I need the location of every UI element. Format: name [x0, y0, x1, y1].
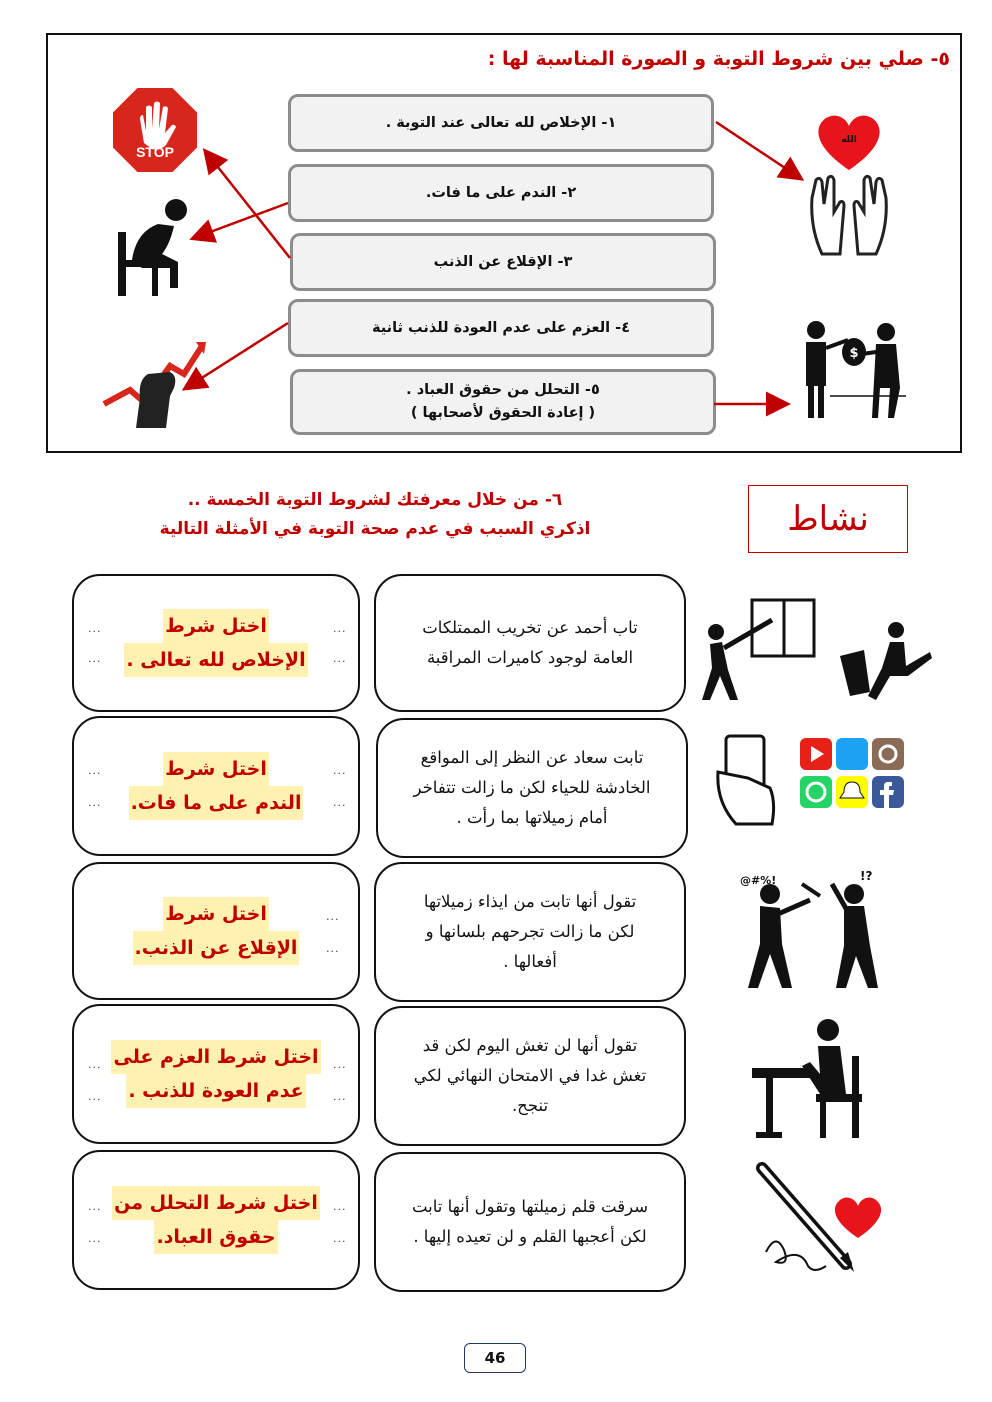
social-media-icon	[714, 732, 910, 830]
answer-line: اختل شرط العزم على	[111, 1040, 320, 1074]
returning-money-icon	[794, 318, 910, 420]
condition-text: ٣- الإقلاع عن الذنب	[433, 253, 573, 270]
answer-line: الإقلاع عن الذنب.	[133, 931, 300, 965]
section5-title: ٥- صلي بين شروط التوبة و الصورة المناسبة لها :	[487, 48, 950, 70]
dots: ...	[88, 1200, 102, 1213]
dots: ...	[333, 652, 347, 665]
example-line: تغش غدا في الامتحان النهائي لكي	[413, 1066, 647, 1085]
answer-line: اختل شرط	[163, 609, 269, 643]
dots: ...	[88, 622, 102, 635]
heart-hands-icon	[806, 108, 892, 256]
dots: ...	[333, 1200, 347, 1213]
answer-card-5[interactable]	[72, 1150, 360, 1290]
answer-line: اختل شرط التحلل من	[112, 1186, 320, 1220]
answer-line: الندم على ما فات.	[129, 786, 304, 820]
answer-line: اختل شرط	[163, 897, 269, 931]
stop-label: STOP	[136, 144, 174, 160]
dots: ...	[333, 1090, 347, 1103]
example-card-4	[374, 1006, 686, 1146]
dots: ...	[333, 622, 347, 635]
example-card-5	[374, 1152, 686, 1292]
stop-sign-icon	[110, 85, 200, 175]
example-line: سرقت قلم زميلتها وتقول أنها تابت	[411, 1197, 649, 1216]
example-line: أفعالها .	[503, 952, 557, 971]
dots: ...	[333, 1232, 347, 1245]
arrow-iqla-to-stop	[206, 152, 290, 258]
answer-card-3[interactable]	[72, 862, 360, 1000]
dots: ...	[88, 1058, 102, 1071]
condition-text: ٥- التحلل من حقوق العباد .	[406, 382, 600, 398]
money-label: $	[849, 346, 859, 361]
bullying-icon	[720, 864, 896, 994]
activity-title-line1: ٦- من خلال معرفتك لشروط التوبة الخمسة ..	[187, 490, 563, 510]
activity-badge: نشاط	[748, 485, 908, 553]
answer-line: حقوق العباد.	[154, 1220, 277, 1254]
exam-desk-icon	[748, 1014, 866, 1140]
example-card-3	[374, 862, 686, 1002]
dots: ...	[326, 910, 340, 923]
example-line: تاب أحمد عن تخريب الممتلكات	[422, 618, 638, 637]
example-line: أمام زميلاتها بما رأت .	[456, 808, 608, 827]
vandalism-icon	[700, 592, 934, 704]
example-line: لكن ما زالت تجرحهم بلسانها و	[425, 922, 635, 941]
example-line: العامة لوجود كاميرات المراقبة	[426, 648, 634, 667]
example-card-1	[374, 574, 686, 712]
page-number: 46	[464, 1343, 526, 1373]
dots: ...	[333, 1058, 347, 1071]
example-line: الخادشة للحياء لكن ما زالت تتفاخر	[413, 778, 651, 797]
dots: ...	[88, 652, 102, 665]
example-line: تنجح.	[511, 1096, 549, 1115]
dots: ...	[88, 1232, 102, 1245]
condition-text-sub: ( إعادة الحقوق لأصحابها )	[410, 405, 596, 421]
answer-line: عدم العودة للذنب .	[126, 1074, 305, 1108]
svg-text:!?: !?	[860, 869, 873, 883]
dots: ...	[88, 1090, 102, 1103]
example-line: لكن أعجبها القلم و لن تعيده إليها .	[413, 1227, 647, 1246]
activity-title	[140, 486, 610, 544]
arrow-nadam-to-regret	[194, 203, 288, 238]
arrow-ikhlas-to-heart	[716, 122, 800, 178]
example-card-2	[376, 718, 688, 858]
answer-card-4[interactable]	[72, 1004, 360, 1144]
dots: ...	[88, 764, 102, 777]
answer-line: الإخلاص لله تعالى .	[124, 643, 307, 677]
dots: ...	[88, 796, 102, 809]
pen-heart-icon	[756, 1162, 888, 1278]
regret-person-icon	[112, 192, 194, 298]
activity-title-line2: اذكري السبب في عدم صحة التوبة في الأمثلة التالية	[159, 519, 591, 539]
answer-card-1[interactable]	[72, 574, 360, 712]
condition-text: ٢- الندم على ما فات.	[425, 184, 577, 201]
example-line: تقول أنها لن تغش اليوم لكن قد	[422, 1036, 638, 1055]
example-line: تابت سعاد عن النظر إلى المواقع	[420, 748, 644, 767]
answer-card-2[interactable]	[72, 716, 360, 856]
example-line: تقول أنها تابت من ايذاء زميلاتها	[423, 892, 637, 911]
dots: ...	[326, 942, 340, 955]
answer-line: اختل شرط	[163, 752, 269, 786]
heart-label: الله	[841, 135, 857, 145]
rising-fist-icon	[100, 340, 208, 430]
dots: ...	[333, 764, 347, 777]
condition-text: ٤- العزم على عدم العودة للذنب ثانية	[371, 319, 631, 336]
condition-text: ١- الإخلاص لله تعالى عند التوبة .	[385, 114, 617, 131]
svg-text:@#%!: @#%!	[740, 874, 777, 887]
dots: ...	[333, 796, 347, 809]
